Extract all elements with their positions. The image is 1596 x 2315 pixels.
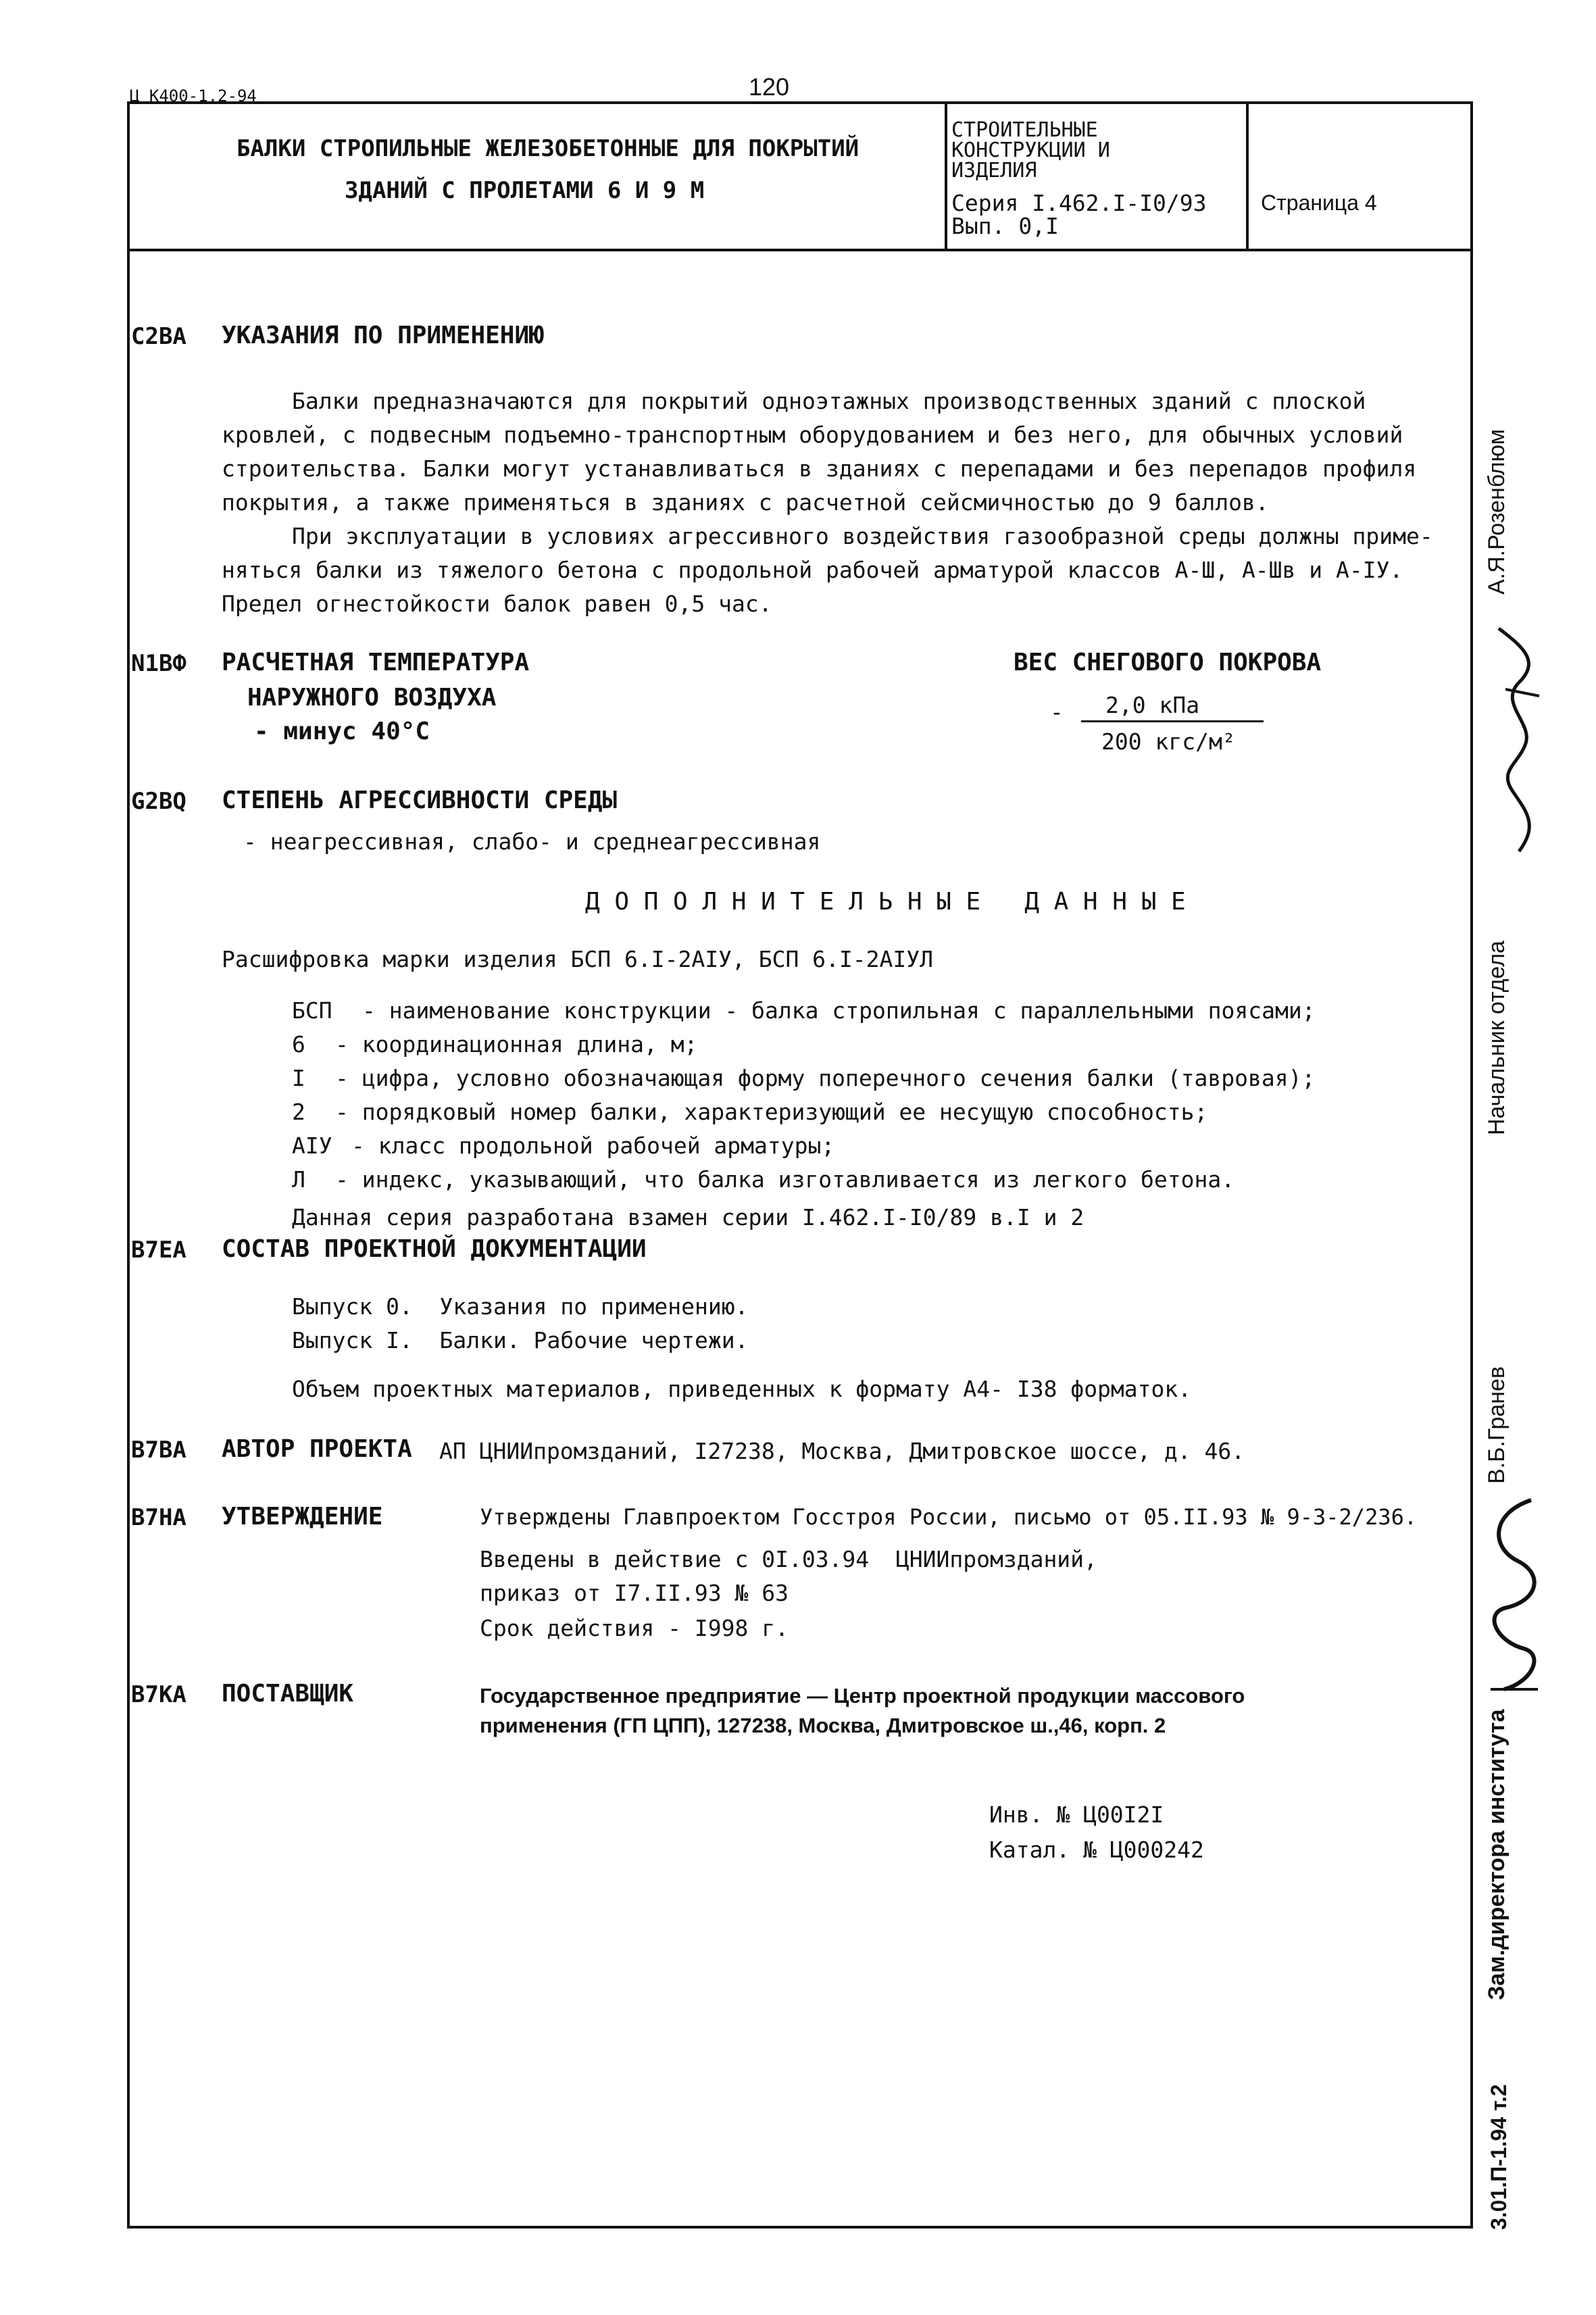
decoding-key-6: Л (292, 1166, 305, 1193)
series-line-4: Серия I.462.I-I0/93 (951, 190, 1207, 216)
snow-fraction-bar (1081, 720, 1264, 722)
section-code-application: C2BA (131, 323, 186, 350)
additional-heading: Д О П О Л Н И Т Е Л Ь Н Ы Е Д А Н Н Ы Е (585, 888, 1186, 916)
section-code-approval: B7HA (131, 1504, 186, 1531)
supplier-line-1: Государственное предприятие — Центр проектной продукции массового (480, 1684, 1245, 1708)
temperature-heading-1: РАСЧЕТНАЯ ТЕМПЕРАТУРА (222, 649, 530, 676)
application-line-1: Балки предназначаются для покрытий одноэтажных производственных зданий с плоской (292, 388, 1366, 414)
series-line-2: КОНСТРУКЦИИ И (951, 139, 1110, 162)
decoding-key-5: АIУ (292, 1132, 332, 1159)
deputy-director-title: Зам.директора института (1484, 1709, 1510, 2000)
application-line-7: Предел огнестойкости балок равен 0,5 час. (222, 591, 772, 617)
page-label: Страница 4 (1261, 191, 1377, 215)
page-frame (127, 101, 1473, 2229)
application-line-6: няться балки из тяжелого бетона с продольной рабочей арматурой классов А-Ш, А-Шв и А-IУ. (222, 557, 1403, 583)
section-code-temperature: N1BФ (131, 650, 186, 677)
decoding-key-2: 6 (292, 1031, 305, 1057)
temperature-heading-2: НАРУЖНОГО ВОЗДУХА (247, 684, 497, 712)
section-code-aggressiveness: G2BQ (131, 788, 186, 815)
decoding-key-4: 2 (292, 1099, 305, 1125)
title-line-1: БАЛКИ СТРОПИЛЬНЫЕ ЖЕЛЕЗОБЕТОННЫЕ ДЛЯ ПОКРЫТИЙ (236, 135, 859, 162)
supplier-line-2: применения (ГП ЦПП), 127238, Москва, Дмитровское ш.,46, корп. 2 (480, 1714, 1166, 1737)
title-line-2: ЗДАНИЙ С ПРОЛЕТАМИ 6 И 9 М (345, 177, 705, 204)
documentation-issue-1: Выпуск I. Балки. Рабочие чертежи. (292, 1327, 749, 1353)
page-number: 120 (749, 73, 790, 101)
temperature-value: - минус 40°С (254, 718, 430, 745)
approval-heading: УТВЕРЖДЕНИЕ (222, 1503, 383, 1530)
section-code-supplier: B7KA (131, 1681, 186, 1708)
aggressiveness-heading: СТЕПЕНЬ АГРЕССИВНОСТИ СРЕДЫ (222, 787, 618, 814)
section-code-author: B7BA (131, 1437, 186, 1464)
bottom-series-code: 3.01.П-1.94 т.2 (1487, 2084, 1511, 2230)
signature-deputy-director (1477, 1487, 1551, 1703)
deputy-director-name: В.Б.Гранев (1484, 1366, 1510, 1484)
signature-head-of-dept (1485, 622, 1553, 865)
application-line-3: строительства. Балки могут устанавливаться в зданиях с перепадами и без перепадов профиля (222, 455, 1417, 482)
decoding-text-5: - класс продольной рабочей арматуры; (351, 1132, 835, 1159)
decoding-text-4: - порядковый номер балки, характеризующий ее несущую способность; (335, 1099, 1208, 1125)
application-line-2: кровлей, с подвесным подъемно-транспортным оборудованием и без него, для обычных условий (222, 422, 1403, 448)
documentation-issue-0: Выпуск 0. Указания по применению. (292, 1293, 749, 1320)
decoding-text-6: - индекс, указывающий, что балка изготавливается из легкого бетона. (335, 1166, 1235, 1193)
head-of-dept-name: А.Я.Розенблюм (1484, 428, 1510, 595)
application-line-5: При эксплуатации в условиях агрессивного воздействия газообразной среды должны приме- (292, 523, 1433, 549)
author-heading: АВТОР ПРОЕКТА (222, 1435, 412, 1463)
documentation-volume: Объем проектных материалов, приведенных к формату А4- I38 форматок. (292, 1376, 1192, 1402)
supplier-heading: ПОСТАВЩИК (222, 1680, 354, 1708)
title-block-divider-1 (945, 101, 947, 250)
series-line-5: Вып. 0,I (951, 213, 1059, 239)
section-code-documentation: B7EA (131, 1237, 186, 1264)
decoding-text-2: - координационная длина, м; (335, 1031, 698, 1057)
author-value: АП ЦНИИпромзданий, I27238, Москва, Дмитровское шоссе, д. 46. (439, 1438, 1245, 1464)
snow-numerator: 2,0 кПа (1105, 692, 1200, 718)
head-of-dept-title: Начальник отдела (1484, 941, 1510, 1135)
replacement-note: Данная серия разработана взамен серии I.462.I-I0/89 в.I и 2 (292, 1204, 1084, 1230)
catalog-number: Катал. № Ц000242 (989, 1837, 1204, 1863)
decoding-title: Расшифровка марки изделия БСП 6.I-2АIУ, БСП 6.I-2АIУЛ (222, 946, 933, 972)
series-line-1: СТРОИТЕЛЬНЫЕ (951, 118, 1098, 142)
application-line-4: покрытия, а также применяться в зданиях с расчетной сейсмичностью до 9 баллов. (222, 489, 1269, 516)
snow-dash: - (1050, 699, 1064, 725)
approval-line-1: Утверждены Главпроектом Госстроя России, письмо от 05.II.93 № 9-3-2/236. (480, 1504, 1418, 1530)
series-line-3: ИЗДЕЛИЯ (951, 159, 1037, 182)
application-heading: УКАЗАНИЯ ПО ПРИМЕНЕНИЮ (222, 322, 544, 349)
approval-line-3: приказ от I7.II.93 № 63 (480, 1580, 789, 1606)
title-block-bottom-line (127, 249, 1473, 251)
snow-denominator: 200 кгс/м² (1101, 728, 1236, 755)
inventory-number: Инв. № Ц00I2I (989, 1801, 1164, 1828)
approval-line-2: Введены в действие с 0I.03.94 ЦНИИпромзданий, (480, 1546, 1097, 1572)
approval-line-4: Срок действия - I998 г. (480, 1615, 789, 1641)
snow-heading: ВЕС СНЕГОВОГО ПОКРОВА (1014, 649, 1322, 676)
decoding-key-3: I (292, 1065, 305, 1091)
documentation-heading: СОСТАВ ПРОЕКТНОЙ ДОКУМЕНТАЦИИ (222, 1235, 647, 1263)
decoding-key-1: БСП (292, 997, 332, 1024)
aggressiveness-value: - неагрессивная, слабо- и среднеагрессивная (243, 828, 821, 855)
doc-reference: Ц К400-1,2-94 (130, 86, 257, 105)
decoding-text-1: - наименование конструкции - балка стропильная с параллельными поясами; (362, 997, 1316, 1024)
decoding-text-3: - цифра, условно обозначающая форму поперечного сечения балки (тавровая); (335, 1065, 1316, 1091)
title-block-divider-2 (1246, 101, 1249, 250)
